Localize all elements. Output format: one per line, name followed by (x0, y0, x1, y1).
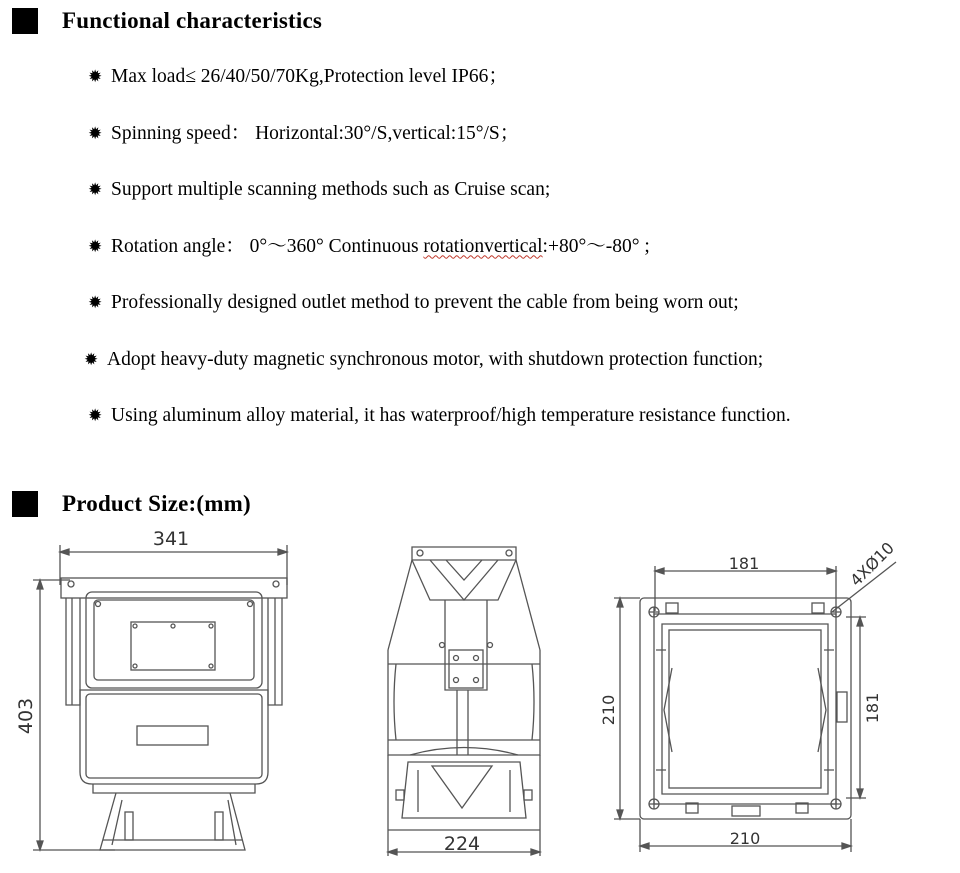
front-width-label: 341 (152, 528, 190, 550)
top-view-drawing (614, 562, 896, 852)
section-functional-title: Functional characteristics (62, 8, 323, 33)
bullet-icon: ✹ (88, 123, 103, 143)
feature-text: Support multiple scanning methods such as Cruise scan; (111, 179, 551, 200)
front-view-drawing (33, 545, 287, 850)
bullet-icon: ✹ (88, 406, 103, 425)
feature-text: Max load≤ 26/40/50/70Kg,Protection level IP66； (111, 66, 508, 87)
side-width-label: 224 (443, 833, 481, 855)
rotation-underlined: rotationvertical (423, 235, 543, 257)
rotation-prefix: Rotation angle： 0°～360° Continuous (111, 235, 424, 257)
top-inner-width-label: 181 (728, 554, 760, 573)
feature-text: Adopt heavy-duty magnetic synchronous motor, with shutdown protection function; (107, 348, 764, 370)
section-size-title: Product Size:(mm) (62, 491, 251, 516)
top-hole-label: 4XØ10 (846, 538, 898, 590)
bullet-icon: ✹ (88, 293, 103, 312)
bullet-icon: ✹ (88, 236, 103, 256)
feature-text: Spinning speed： Horizontal:30°/S,vertical:15°/S； (111, 122, 520, 144)
top-inner-height-label: 181 (863, 692, 882, 724)
top-outer-height-label: 210 (599, 694, 618, 726)
rotation-suffix: :+80°～-80° ; (542, 235, 650, 257)
side-view-drawing (388, 547, 540, 856)
bullet-icon: ✹ (88, 67, 103, 86)
top-outer-width-label: 210 (729, 829, 761, 848)
feature-text: Professionally designed outlet method to prevent the cable from being worn out; (111, 292, 739, 313)
front-height-label: 403 (15, 697, 37, 735)
bullet-icon: ✹ (88, 180, 103, 199)
feature-text: Using aluminum alloy material, it has waterproof/high temperature resistance function. (111, 405, 791, 426)
bullet-icon: ✹ (84, 349, 99, 369)
